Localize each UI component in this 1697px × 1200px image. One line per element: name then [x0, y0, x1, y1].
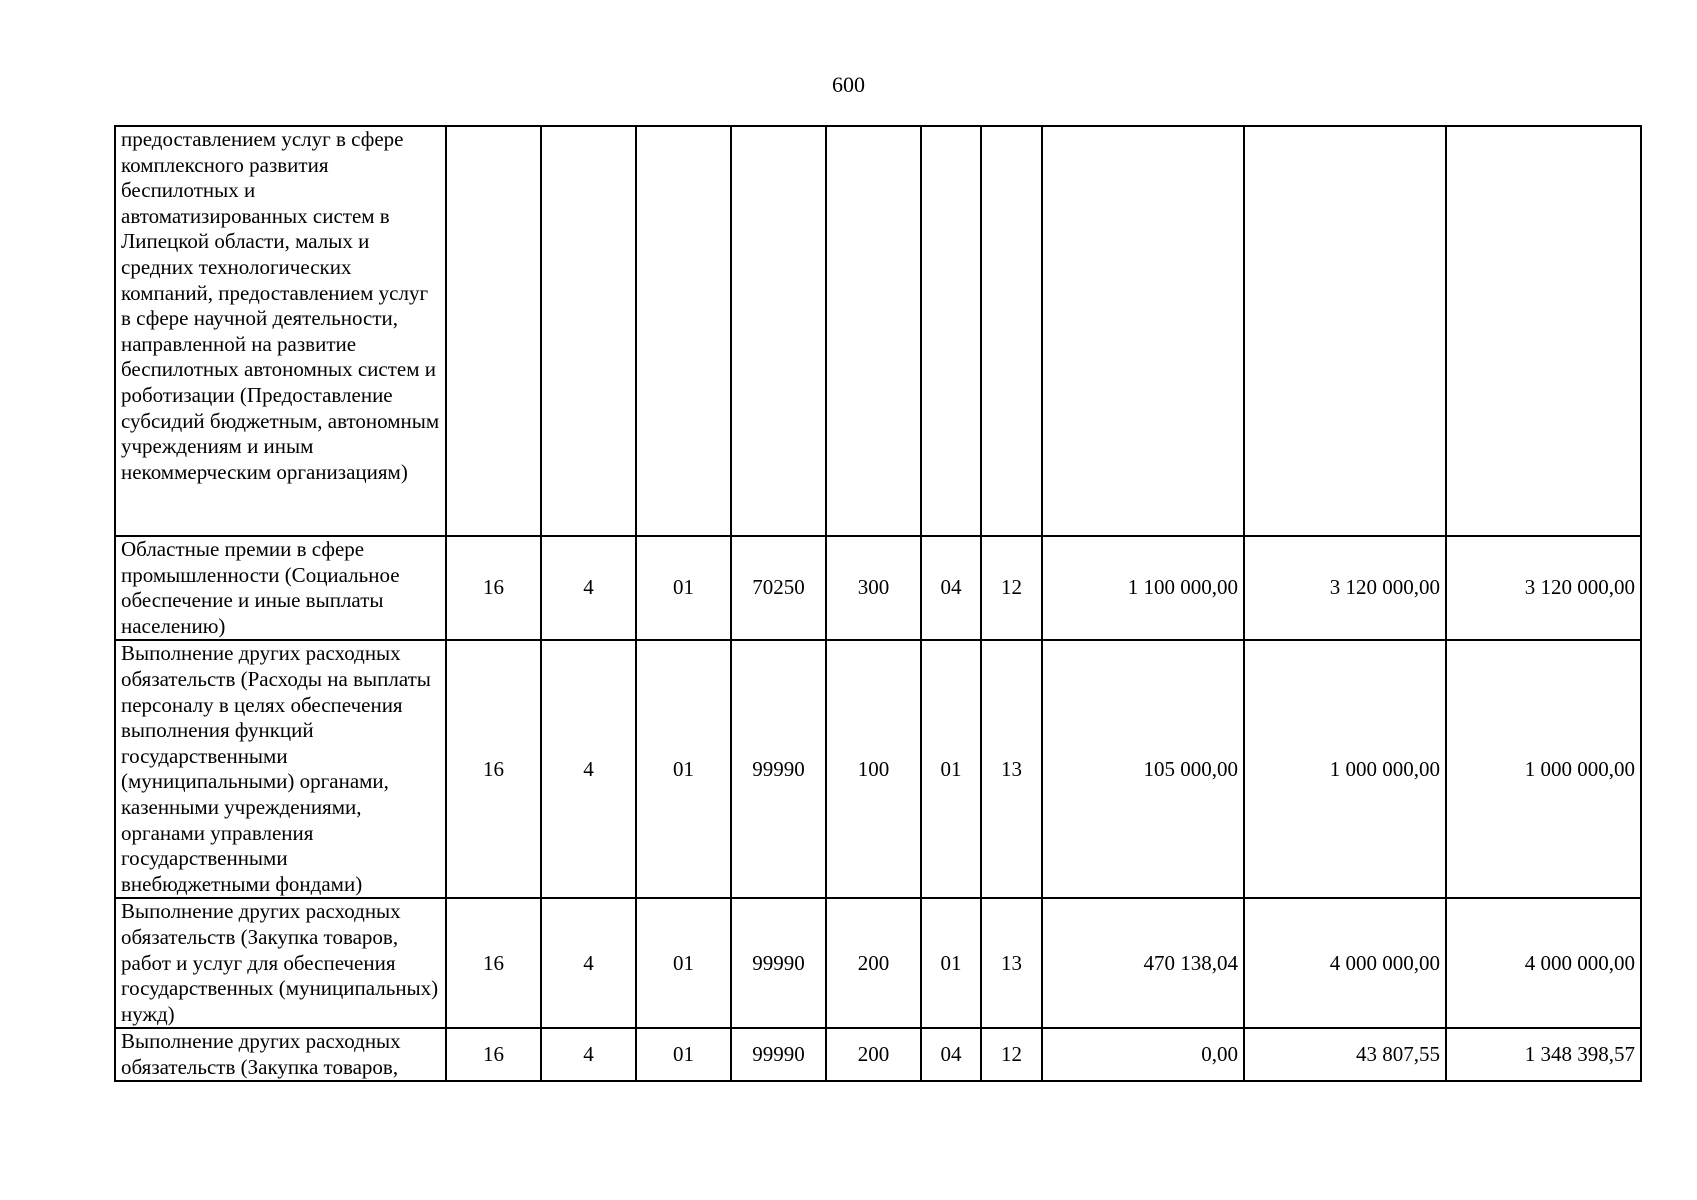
amount-year-3: 4 000 000,00: [1446, 898, 1641, 1028]
program-code: 16: [446, 898, 541, 1028]
section-code: 01: [921, 898, 981, 1028]
event-code: 01: [636, 1028, 731, 1081]
direction-code: 99990: [731, 1028, 826, 1081]
row-description: Выполнение других расходных обязательств (Закупка товаров,: [115, 1028, 446, 1081]
subsection-code: 13: [981, 640, 1042, 898]
table-row: [115, 898, 1641, 1028]
subsection-code: 12: [981, 536, 1042, 640]
amount-year-3: 3 120 000,00: [1446, 536, 1641, 640]
amount-year-1: 0,00: [1042, 1028, 1244, 1081]
event-code: 01: [636, 640, 731, 898]
amount-year-2: 1 000 000,00: [1244, 640, 1446, 898]
direction-code: [731, 126, 826, 536]
amount-year-3: [1446, 126, 1641, 536]
subsection-code: 13: [981, 898, 1042, 1028]
row-description: Выполнение других расходных обязательств (Закупка товаров, работ и услуг для обеспечения государственных (муниципальных) нужд): [115, 898, 446, 1028]
subprogram-code: [541, 126, 636, 536]
amount-year-1: [1042, 126, 1244, 536]
amount-year-2: [1244, 126, 1446, 536]
subsection-code: 12: [981, 1028, 1042, 1081]
event-code: [636, 126, 731, 536]
row-description: Выполнение других расходных обязательств (Расходы на выплаты персоналу в целях обеспечения выполнения функций государственными (муниципальными) органами, казенными учреждениями, органами управления государственными внебюджетными фондами): [115, 640, 446, 898]
budget-table: [114, 125, 1642, 1082]
amount-year-1: 105 000,00: [1042, 640, 1244, 898]
page-number: 600: [832, 72, 865, 97]
amount-year-1: 470 138,04: [1042, 898, 1244, 1028]
subprogram-code: 4: [541, 1028, 636, 1081]
amount-year-2: 3 120 000,00: [1244, 536, 1446, 640]
amount-year-1: 1 100 000,00: [1042, 536, 1244, 640]
table-row: [115, 126, 1641, 536]
event-code: 01: [636, 536, 731, 640]
expense-type-code: [826, 126, 921, 536]
table-row: [115, 536, 1641, 640]
amount-year-3: 1 000 000,00: [1446, 640, 1641, 898]
subprogram-code: 4: [541, 536, 636, 640]
program-code: [446, 126, 541, 536]
subprogram-code: 4: [541, 640, 636, 898]
program-code: 16: [446, 1028, 541, 1081]
amount-year-2: 4 000 000,00: [1244, 898, 1446, 1028]
program-code: 16: [446, 640, 541, 898]
row-description: предоставлением услуг в сфере комплексного развития беспилотных и автоматизированных систем в Липецкой области, малых и средних технологических компаний, предоставлением услуг в сфере научной деятельности, направленной на развитие беспилотных автономных систем и роботизации (Предоставление субсидий бюджетным, автономным учреждениям и иным некоммерческим организациям): [115, 126, 446, 536]
amount-year-3: 1 348 398,57: [1446, 1028, 1641, 1081]
table-row: [115, 1028, 1641, 1081]
amount-year-2: 43 807,55: [1244, 1028, 1446, 1081]
section-code: [921, 126, 981, 536]
expense-type-code: 200: [826, 898, 921, 1028]
expense-type-code: 100: [826, 640, 921, 898]
expense-type-code: 300: [826, 536, 921, 640]
table-row: [115, 640, 1641, 898]
row-description: Областные премии в сфере промышленности (Социальное обеспечение и иные выплаты населению): [115, 536, 446, 640]
subsection-code: [981, 126, 1042, 536]
section-code: 01: [921, 640, 981, 898]
subprogram-code: 4: [541, 898, 636, 1028]
direction-code: 70250: [731, 536, 826, 640]
direction-code: 99990: [731, 898, 826, 1028]
expense-type-code: 200: [826, 1028, 921, 1081]
section-code: 04: [921, 1028, 981, 1081]
direction-code: 99990: [731, 640, 826, 898]
program-code: 16: [446, 536, 541, 640]
event-code: 01: [636, 898, 731, 1028]
section-code: 04: [921, 536, 981, 640]
